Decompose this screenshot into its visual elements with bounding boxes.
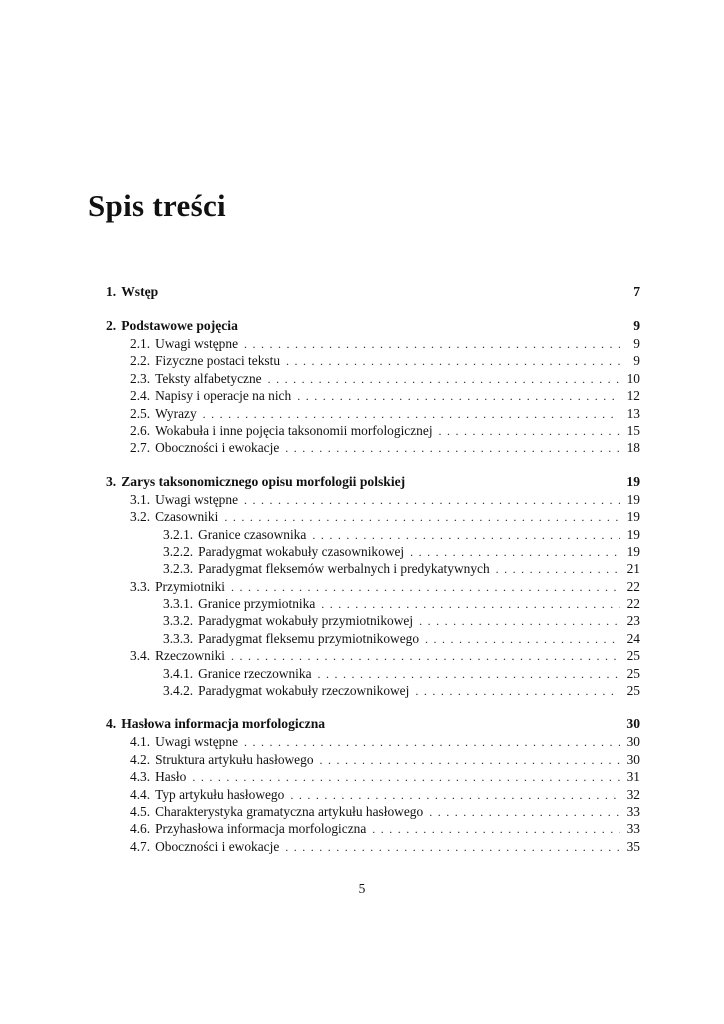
toc-entry-number: 2.5. [130,405,151,421]
toc-entry-number: 3.4. [130,648,151,664]
toc-entry-page: 24 [626,630,640,646]
toc-section-entry[interactable] [106,786,640,803]
toc-entry-number: 3.2.2. [163,543,194,559]
toc-dot-leader [297,388,620,405]
toc-section-entry[interactable] [106,733,640,750]
toc-entry-title: Teksty alfabetyczne [155,370,262,386]
toc-entry-page: 15 [626,422,640,438]
toc-dot-leader [318,666,620,683]
toc-chapter-block [106,317,640,457]
toc-dot-leader [320,752,620,769]
toc-entry-title: Granice rzeczownika [198,665,312,681]
toc-entry-number: 3.3.1. [163,596,194,612]
toc-dot-leader [268,371,620,388]
table-of-contents [106,283,640,855]
toc-chapter-title: Hasłowa informacja morfologiczna [121,716,326,732]
toc-entry-page: 19 [626,509,640,525]
toc-entry-title: Paradygmat wokabuły rzeczownikowej [198,683,410,699]
toc-dot-leader [290,787,620,804]
toc-chapter-block [106,283,640,301]
toc-entry-title: Hasło [155,769,187,785]
toc-entry-title: Oboczności i ewokacje [155,838,280,854]
toc-entry-title: Uwagi wstępne [155,734,239,750]
toc-entry-page: 10 [626,370,640,386]
toc-section-entry[interactable] [106,838,640,855]
toc-chapter-title: Zarys taksonomicznego opisu morfologii polskiej [121,473,406,489]
toc-chapter-number: 3. [106,473,117,489]
toc-entry-page: 19 [626,491,640,507]
toc-entry-number: 4.6. [130,821,151,837]
toc-entry-page: 22 [626,596,640,612]
toc-dot-leader [439,423,620,440]
toc-entry-page: 33 [626,821,640,837]
toc-section-entry[interactable] [106,439,640,456]
toc-entry-number: 3.3.2. [163,613,194,629]
toc-entry-title: Typ artykułu hasłowego [155,786,285,802]
toc-dot-leader [285,839,620,856]
toc-entry-title: Uwagi wstępne [155,336,239,351]
toc-section-entry[interactable] [106,335,640,352]
toc-section-entry[interactable] [106,370,640,387]
toc-chapter-page: 19 [626,473,640,489]
toc-chapter-entry[interactable] [106,473,640,491]
toc-entry-title: Napisy i operacje na nich [155,388,292,404]
toc-chapter-entry[interactable] [106,317,640,335]
toc-chapter-number: 2. [106,318,117,333]
toc-dot-leader [244,336,620,353]
toc-subsection-entry[interactable] [106,630,640,647]
toc-entry-number: 3.3.3. [163,630,194,646]
toc-entry-number: 3.1. [130,491,151,507]
toc-entry-title: Wyrazy [155,405,197,421]
toc-entry-number: 4.2. [130,751,151,767]
toc-entry-number: 4.4. [130,786,151,802]
toc-entry-number: 3.3. [130,578,151,594]
toc-chapter-number: 4. [106,716,117,732]
toc-chapter-entry[interactable] [106,283,640,301]
toc-entry-title: Paradygmat wokabuły czasownikowej [198,543,405,559]
toc-entry-page: 19 [626,543,640,559]
toc-section-entry[interactable] [106,508,640,525]
toc-dot-leader [496,561,620,578]
toc-entry-title: Czasowniki [155,509,219,525]
toc-chapter-entry[interactable] [106,715,640,733]
toc-entry-page: 18 [626,440,640,456]
toc-chapter-page: 30 [626,716,640,732]
toc-dot-leader [244,492,620,509]
toc-dot-leader [192,769,620,786]
toc-section-entry[interactable] [106,751,640,768]
toc-chapter-block [106,473,640,700]
toc-entry-title: Przymiotniki [155,578,226,594]
toc-chapter-number: 1. [106,284,117,299]
toc-entry-title: Paradygmat fleksemów werbalnych i predykatywnych [198,561,490,577]
toc-entry-number: 2.7. [130,440,151,456]
toc-chapter-page: 7 [633,284,640,299]
toc-entry-number: 2.1. [130,336,151,351]
toc-entry-number: 3.2. [130,509,151,525]
toc-chapter-title: Podstawowe pojęcia [121,318,238,333]
toc-entry-page: 31 [626,769,640,785]
toc-section-entry[interactable] [106,578,640,595]
toc-section-entry[interactable] [106,405,640,422]
toc-entry-page: 25 [626,665,640,681]
toc-entry-title: Uwagi wstępne [155,491,239,507]
toc-chapter-title: Wstęp [121,284,159,299]
toc-entry-number: 4.7. [130,838,151,854]
toc-entry-title: Granice czasownika [198,526,307,542]
toc-subsection-entry[interactable] [106,560,640,577]
toc-entry-page: 19 [626,526,640,542]
toc-dot-leader [285,440,620,457]
toc-subsection-entry[interactable] [106,526,640,543]
toc-entry-title: Oboczności i ewokacje [155,440,280,456]
toc-entry-title: Granice przymiotnika [198,596,316,612]
toc-dot-leader [415,683,620,700]
toc-dot-leader [203,406,620,423]
toc-entry-number: 4.3. [130,769,151,785]
page-title: Spis treści [88,188,226,223]
toc-entry-title: Paradygmat wokabuły przymiotnikowej [198,613,414,629]
page-number: 5 [358,881,366,896]
toc-entry-page: 25 [626,683,640,699]
toc-section-entry[interactable] [106,803,640,820]
toc-dot-leader [231,648,620,665]
toc-subsection-entry[interactable] [106,682,640,699]
toc-entry-page: 23 [626,613,640,629]
toc-entry-title: Fizyczne postaci tekstu [155,353,281,369]
toc-subsection-entry[interactable] [106,612,640,629]
toc-section-entry[interactable] [106,768,640,785]
toc-dot-leader [286,353,620,370]
toc-section-entry[interactable] [106,491,640,508]
toc-entry-title: Struktura artykułu hasłowego [155,751,314,767]
toc-section-entry[interactable] [106,820,640,837]
toc-entry-page: 9 [633,353,640,369]
toc-entry-number: 3.4.1. [163,665,194,681]
toc-entry-page: 25 [626,648,640,664]
toc-section-entry[interactable] [106,387,640,404]
toc-dot-leader [312,527,620,544]
toc-section-entry[interactable] [106,647,640,664]
toc-entry-title: Wokabuła i inne pojęcia taksonomii morfologicznej [155,422,433,438]
toc-dot-leader [231,579,620,596]
toc-dot-leader [429,804,620,821]
toc-entry-page: 32 [626,786,640,802]
toc-dot-leader [244,734,620,751]
toc-section-entry[interactable] [106,352,640,369]
toc-entry-number: 2.3. [130,370,151,386]
toc-dot-leader [321,596,620,613]
toc-entry-title: Przyhasłowa informacja morfologiczna [155,821,367,837]
toc-dot-leader [224,509,620,526]
toc-entry-page: 35 [626,838,640,854]
toc-entry-number: 2.2. [130,353,151,369]
toc-entry-number: 4.5. [130,803,151,819]
toc-entry-number: 2.4. [130,388,151,404]
toc-entry-page: 30 [626,734,640,750]
toc-chapter-page: 9 [633,318,640,333]
toc-entry-page: 9 [633,336,640,351]
toc-entry-number: 3.4.2. [163,683,194,699]
toc-entry-page: 13 [626,405,640,421]
toc-dot-leader [425,631,620,648]
toc-entry-number: 3.2.1. [163,526,194,542]
toc-entry-title: Rzeczowniki [155,648,225,664]
toc-chapter-block [106,715,640,855]
toc-dot-leader [372,821,620,838]
toc-subsection-entry[interactable] [106,595,640,612]
toc-entry-number: 2.6. [130,422,151,438]
toc-entry-number: 4.1. [130,734,151,750]
toc-entry-page: 33 [626,803,640,819]
toc-entry-title: Charakterystyka gramatyczna artykułu hasłowego [155,803,424,819]
toc-entry-number: 3.2.3. [163,561,194,577]
toc-entry-page: 12 [626,388,640,404]
toc-subsection-entry[interactable] [106,665,640,682]
toc-dot-leader [419,613,620,630]
toc-entry-page: 22 [626,578,640,594]
toc-dot-leader [410,544,620,561]
toc-subsection-entry[interactable] [106,543,640,560]
toc-entry-page: 30 [626,751,640,767]
toc-entry-title: Paradygmat fleksemu przymiotnikowego [198,630,420,646]
toc-section-entry[interactable] [106,422,640,439]
toc-entry-page: 21 [626,561,640,577]
